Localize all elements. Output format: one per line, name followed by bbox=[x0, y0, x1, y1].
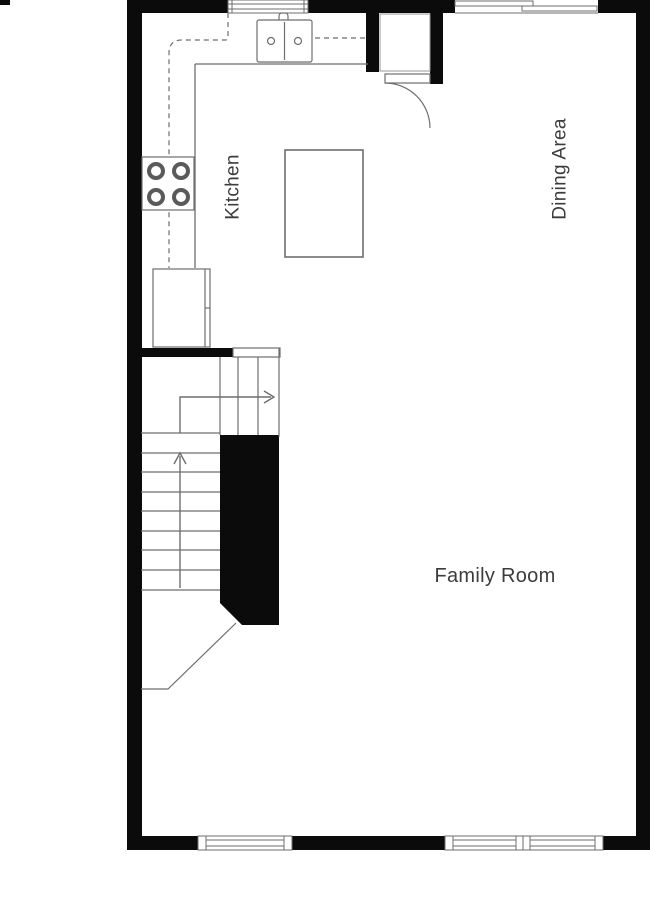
bottom-wall-middle-segment bbox=[292, 836, 445, 850]
right-exterior-wall bbox=[636, 0, 650, 850]
top-wall-right-corner bbox=[598, 0, 636, 13]
dining-area-label: Dining Area bbox=[549, 118, 571, 220]
sink-drain bbox=[295, 38, 302, 45]
stair-upper-landing-strip bbox=[233, 348, 280, 357]
refrigerator bbox=[153, 269, 210, 347]
sink-drain bbox=[268, 38, 275, 45]
left-exterior-wall bbox=[127, 0, 142, 850]
family-room-window-left bbox=[198, 836, 292, 850]
pantry-left-wall bbox=[366, 13, 379, 72]
window-jamb bbox=[284, 836, 292, 850]
window-jamb bbox=[445, 836, 453, 850]
bottom-wall-left-segment bbox=[142, 836, 198, 850]
sliding-door-panel-outer bbox=[455, 1, 533, 6]
top-wall-left-segment bbox=[142, 0, 228, 13]
window-jamb bbox=[595, 836, 603, 850]
kitchen-island bbox=[285, 150, 363, 257]
cutoff-wall-mark bbox=[0, 0, 10, 5]
pantry-right-wall bbox=[430, 13, 443, 84]
kitchen-window bbox=[228, 0, 308, 13]
window-jamb bbox=[198, 836, 206, 850]
window-mullion bbox=[523, 836, 530, 850]
bottom-wall-right-segment bbox=[603, 836, 636, 850]
kitchen-label: Kitchen bbox=[222, 154, 244, 220]
sliding-door-panel-inner bbox=[522, 6, 597, 11]
family-room-label: Family Room bbox=[434, 565, 556, 587]
top-wall-middle-segment bbox=[308, 0, 455, 13]
window-mullion bbox=[516, 836, 523, 850]
stair-interior-wall bbox=[141, 348, 233, 357]
pantry-door-leaf bbox=[385, 74, 430, 83]
stair-newel-wall bbox=[220, 435, 279, 625]
